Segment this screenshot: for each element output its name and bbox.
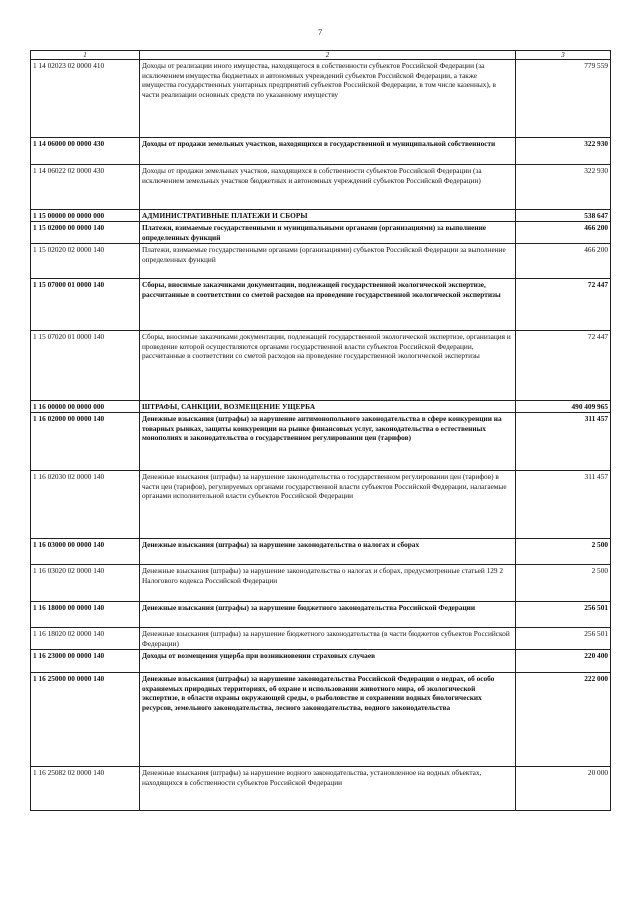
- table-row: [31, 210, 611, 222]
- row-description: Доходы от продажи земельных участков, находящихся в государственной и муниципальной собственности: [140, 138, 516, 165]
- row-description: Платежи, взимаемые государственными органами (организациями) субъектов Российской Федерации за выполнение определенных функций: [140, 244, 516, 279]
- table-row: [31, 401, 611, 413]
- table-row: [31, 565, 611, 602]
- table-row: [31, 331, 611, 401]
- row-description: Денежные взыскания (штрафы) за нарушение антимонопольного законодательства в сфере конкуренции на товарных рынках, защиты конкуренции на рынке финансовых услуг, законодательства о естественных монополиях и законодательства о государственном регулировании цен (тарифов): [140, 413, 516, 471]
- table-row: [31, 279, 611, 331]
- row-code: 1 15 07020 01 0000 140: [31, 331, 140, 401]
- row-code: 1 14 06000 00 0000 430: [31, 138, 140, 165]
- row-code: 1 16 25082 02 0000 140: [31, 767, 140, 811]
- table-row: [31, 413, 611, 471]
- column-header-amount: 3: [516, 51, 611, 60]
- row-amount: 220 400: [516, 650, 611, 673]
- row-amount: 311 457: [516, 471, 611, 539]
- row-amount: 2 500: [516, 539, 611, 565]
- table-row: [31, 471, 611, 539]
- row-amount: 72 447: [516, 331, 611, 401]
- row-description: Доходы от продажи земельных участков, находящихся в собственности субъектов Российской Федерации (за исключением земельных участков бюджетных и автономных учреждений субъектов Российской Федерации): [140, 165, 516, 210]
- table-row: [31, 60, 611, 138]
- table-row: [31, 138, 611, 165]
- row-description: Денежные взыскания (штрафы) за нарушение законодательства Российской Федерации о недрах, об особо охраняемых природных территориях, об охране и использовании животного мира, об экологической экспертизе, в области охраны окружающей среды, о рыболовстве и сохранении водных биологических ресурсов, земельного законодательства, лесного законодательства, водного законодательства: [140, 673, 516, 767]
- row-description: Денежные взыскания (штрафы) за нарушение бюджетного законодательства Российской Федерации: [140, 602, 516, 628]
- table-row: [31, 244, 611, 279]
- row-amount: 466 200: [516, 244, 611, 279]
- row-amount: 256 501: [516, 628, 611, 650]
- row-amount: 490 409 965: [516, 401, 611, 413]
- table-header-row: [31, 51, 611, 60]
- page-number: 7: [318, 28, 322, 37]
- row-description: Доходы от возмещения ущерба при возникновении страховых случаев: [140, 650, 516, 673]
- row-code: 1 16 18020 02 0000 140: [31, 628, 140, 650]
- budget-revenue-table: [30, 50, 611, 811]
- row-code: 1 15 00000 00 0000 000: [31, 210, 140, 222]
- column-header-code: 1: [31, 51, 140, 60]
- row-amount: 779 559: [516, 60, 611, 138]
- row-amount: 2 500: [516, 565, 611, 602]
- row-amount: 72 447: [516, 279, 611, 331]
- row-description: Денежные взыскания (штрафы) за нарушение водного законодательства, установленное на водных объектах, находящихся в собственности субъектов Российской Федерации: [140, 767, 516, 811]
- row-code: 1 14 06022 02 0000 430: [31, 165, 140, 210]
- row-description: Платежи, взимаемые государственными и муниципальными органами (организациями) за выполнение определенных функций: [140, 222, 516, 244]
- table-row: [31, 602, 611, 628]
- row-amount: 466 200: [516, 222, 611, 244]
- row-description: Денежные взыскания (штрафы) за нарушение законодательства о налогах и сборах, предусмотренные статьей 129 2 Налогового кодекса Российской Федерации: [140, 565, 516, 602]
- table-row: [31, 222, 611, 244]
- row-code: 1 16 03000 00 0000 140: [31, 539, 140, 565]
- row-amount: 311 457: [516, 413, 611, 471]
- row-code: 1 16 25000 00 0000 140: [31, 673, 140, 767]
- row-description: ШТРАФЫ, САНКЦИИ, ВОЗМЕЩЕНИЕ УЩЕРБА: [140, 401, 516, 413]
- row-description: Денежные взыскания (штрафы) за нарушение законодательства о государственном регулировании цен (тарифов) в части цен (тарифов), регулируемых органами государственной власти субъектов Российской Федерации, налагаемые органами исполнительной власти субъектов Российской Федерации: [140, 471, 516, 539]
- table-row: [31, 650, 611, 673]
- table-row: [31, 539, 611, 565]
- row-amount: 322 930: [516, 138, 611, 165]
- table-row: [31, 165, 611, 210]
- row-code: 1 15 02000 00 0000 140: [31, 222, 140, 244]
- table-row: [31, 673, 611, 767]
- row-description: Денежные взыскания (штрафы) за нарушение бюджетного законодательства (в части бюджетов субъектов Российской Федерации): [140, 628, 516, 650]
- row-code: 1 16 03020 02 0000 140: [31, 565, 140, 602]
- row-code: 1 16 02000 00 0000 140: [31, 413, 140, 471]
- row-code: 1 15 02020 02 0000 140: [31, 244, 140, 279]
- row-amount: 256 501: [516, 602, 611, 628]
- row-description: Сборы, вносимые заказчиками документации, подлежащей государственной экологической экспертизе, организация и проведение которой осуществляются органами государственной власти субъектов Российской Федерации, рассчитанные в соответствии со сметой расходов на проведение государственной экологической экспертизы: [140, 331, 516, 401]
- row-code: 1 16 02030 02 0000 140: [31, 471, 140, 539]
- row-description: АДМИНИСТРАТИВНЫЕ ПЛАТЕЖИ И СБОРЫ: [140, 210, 516, 222]
- row-code: 1 14 02023 02 0000 410: [31, 60, 140, 138]
- row-code: 1 16 18000 00 0000 140: [31, 602, 140, 628]
- row-amount: 322 930: [516, 165, 611, 210]
- row-description: Доходы от реализации иного имущества, находящегося в собственности субъектов Российской Федерации (за исключением имущества бюджетных и автономных учреждений субъектов Российской Федерации, а также имущества государственных унитарных предприятий субъектов Российской Федерации, в том числе казенных), в части реализации основных средств по указанному имуществу: [140, 60, 516, 138]
- row-code: 1 16 00000 00 0000 000: [31, 401, 140, 413]
- row-code: 1 16 23000 00 0000 140: [31, 650, 140, 673]
- row-description: Сборы, вносимые заказчиками документации, подлежащей государственной экологической экспертизе, рассчитанные в соответствии со сметой расходов на проведение государственной экологической экспертизы: [140, 279, 516, 331]
- row-code: 1 15 07000 01 0000 140: [31, 279, 140, 331]
- row-amount: 538 647: [516, 210, 611, 222]
- row-amount: 20 000: [516, 767, 611, 811]
- row-description: Денежные взыскания (штрафы) за нарушение законодательства о налогах и сборах: [140, 539, 516, 565]
- table-row: [31, 767, 611, 811]
- table-row: [31, 628, 611, 650]
- row-amount: 222 000: [516, 673, 611, 767]
- column-header-description: 2: [140, 51, 516, 60]
